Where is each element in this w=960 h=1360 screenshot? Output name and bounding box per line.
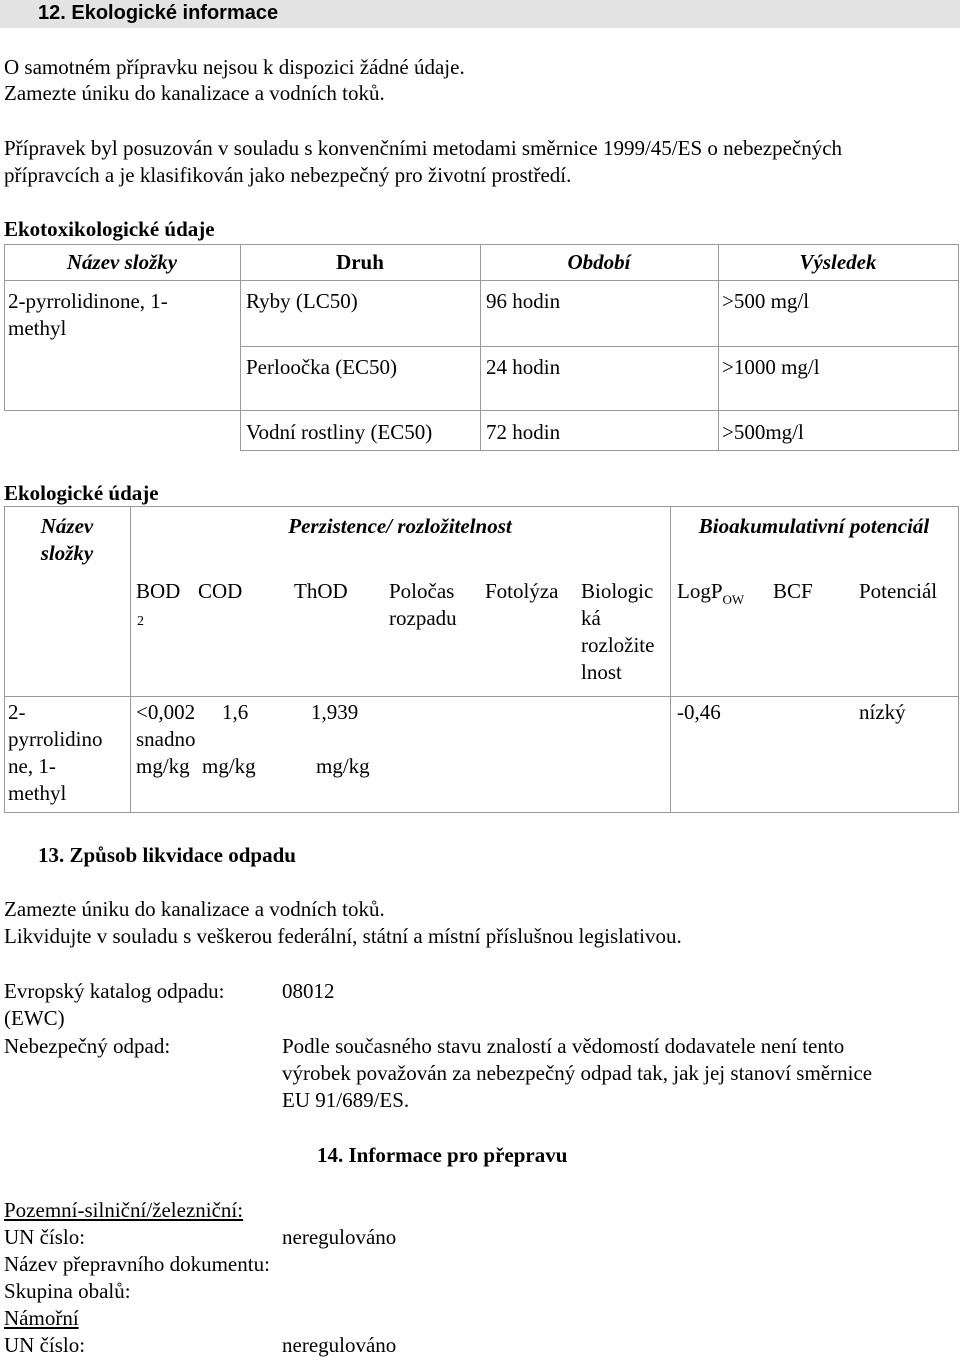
eco-col-cod: COD bbox=[198, 579, 243, 603]
eco-bod-value: <0,002 bbox=[136, 700, 196, 724]
eco-potencial-value: nízký bbox=[859, 700, 906, 724]
section-12-para2-line1: Přípravek byl posuzován v souladu s konvenčními metodami směrnice 1999/45/ES o nebezpečných bbox=[4, 136, 843, 160]
eco-unit-cod: mg/kg bbox=[202, 754, 256, 778]
ecotox-header-name: Název složky bbox=[66, 250, 178, 274]
eco-group-persistence: Perzistence/ rozložitelnost bbox=[288, 514, 512, 538]
eco-snadno: snadno bbox=[136, 727, 196, 751]
ecotox-row3-obdobi: 72 hodin bbox=[486, 420, 561, 444]
ecotox-row3-druh: Vodní rostliny (EC50) bbox=[246, 420, 433, 444]
hazard-waste-value-line2: výrobek považován za nebezpečný odpad tak, jak jej stanoví směrnice bbox=[282, 1061, 873, 1085]
transport-doc-name-label: Název přepravního dokumentu: bbox=[4, 1252, 270, 1276]
ecological-heading: Ekologické údaje bbox=[4, 481, 159, 505]
ecotox-row1-vysledek: >500 mg/l bbox=[722, 289, 810, 313]
land-transport-heading: Pozemní-silniční/železniční: bbox=[4, 1198, 244, 1222]
ecotox-heading: Ekotoxikologické údaje bbox=[4, 217, 215, 241]
hazard-waste-value-line1: Podle současného stavu znalostí a vědomostí dodavatele není tento bbox=[282, 1034, 845, 1058]
eco-component-line1: 2- bbox=[8, 700, 26, 724]
eco-col-bod: BOD bbox=[136, 579, 181, 603]
ecotox-row1-obdobi: 96 hodin bbox=[486, 289, 561, 313]
eco-col-polocas-2: rozpadu bbox=[389, 606, 457, 630]
eco-col-polocas-1: Poločas bbox=[389, 579, 455, 603]
eco-unit-thod: mg/kg bbox=[316, 754, 370, 778]
un-number-label-sea: UN číslo: bbox=[4, 1333, 86, 1357]
eco-col-potencial: Potenciál bbox=[859, 579, 938, 603]
ecotox-header-vysledek: Výsledek bbox=[799, 250, 877, 274]
eco-header-name-line2: složky bbox=[40, 541, 94, 565]
eco-col-bcf: BCF bbox=[773, 579, 813, 603]
ecotox-row2-druh: Perloočka (EC50) bbox=[246, 355, 398, 379]
ecotox-component-line2: methyl bbox=[8, 316, 67, 340]
section-12-para1-line2: Zamezte úniku do kanalizace a vodních toků. bbox=[4, 81, 385, 105]
ecotox-row1-druh: Ryby (LC50) bbox=[246, 289, 358, 313]
eco-col-fotolyza: Fotolýza bbox=[485, 579, 559, 603]
catalog-value: 08012 bbox=[282, 979, 335, 1003]
eco-col-bio-1: Biologic bbox=[581, 579, 654, 603]
eco-col-thod: ThOD bbox=[294, 579, 348, 603]
ecotox-header-obdobi: Období bbox=[567, 250, 631, 274]
ecotox-row2-vysledek: >1000 mg/l bbox=[722, 355, 820, 379]
ecotox-row3-vysledek: >500mg/l bbox=[722, 420, 804, 444]
eco-component-line3: ne, 1- bbox=[8, 754, 56, 778]
eco-col-bio-3: rozložite bbox=[581, 633, 655, 657]
section-13-line2: Likvidujte v souladu s veškerou federální, státní a místní příslušnou legislativou. bbox=[4, 924, 682, 948]
ecotox-component-line1: 2-pyrrolidinone, 1- bbox=[8, 289, 168, 313]
un-number-label: UN číslo: bbox=[4, 1225, 86, 1249]
packing-group-label: Skupina obalů: bbox=[4, 1279, 131, 1303]
section-12-para1-line1: O samotném přípravku nejsou k dispozici žádné údaje. bbox=[4, 55, 465, 79]
ecotox-row2-obdobi: 24 hodin bbox=[486, 355, 561, 379]
eco-col-bio-4: lnost bbox=[581, 660, 622, 684]
eco-logp-value: -0,46 bbox=[677, 700, 721, 724]
eco-group-bioaccumulation: Bioakumulativní potenciál bbox=[698, 514, 930, 538]
eco-component-line2: pyrrolidino bbox=[8, 727, 103, 751]
catalog-label-line1: Evropský katalog odpadu: bbox=[4, 979, 225, 1003]
eco-unit-bod: mg/kg bbox=[136, 754, 190, 778]
eco-col-logp: LogP$_{OW}$ bbox=[677, 579, 745, 607]
section-14-title: 14. Informace pro přepravu bbox=[317, 1143, 568, 1167]
catalog-label-line2: (EWC) bbox=[4, 1006, 65, 1030]
section-13-title: 13. Způsob likvidace odpadu bbox=[38, 843, 296, 867]
un-number-value: neregulováno bbox=[282, 1225, 397, 1249]
un-number-value-sea: neregulováno bbox=[282, 1333, 397, 1357]
eco-col-bod-sub: 2 bbox=[137, 614, 144, 629]
hazard-waste-value-line3: EU 91/689/ES. bbox=[282, 1088, 410, 1112]
section-12-title: 12. Ekologické informace bbox=[38, 2, 279, 24]
section-13-line1: Zamezte úniku do kanalizace a vodních toků. bbox=[4, 897, 385, 921]
sea-transport-heading: Námořní bbox=[4, 1306, 79, 1330]
eco-cod-value: 1,6 bbox=[222, 700, 249, 724]
eco-component-line4: methyl bbox=[8, 781, 67, 805]
hazard-waste-label: Nebezpečný odpad: bbox=[4, 1034, 171, 1058]
eco-thod-value: 1,939 bbox=[311, 700, 359, 724]
eco-header-name-line1: Název bbox=[40, 514, 94, 538]
section-12-para2-line2: přípravcích a je klasifikován jako nebezpečný pro životní prostředí. bbox=[4, 163, 572, 187]
ecotox-header-druh: Druh bbox=[336, 250, 384, 274]
eco-col-bio-2: ká bbox=[581, 606, 601, 630]
